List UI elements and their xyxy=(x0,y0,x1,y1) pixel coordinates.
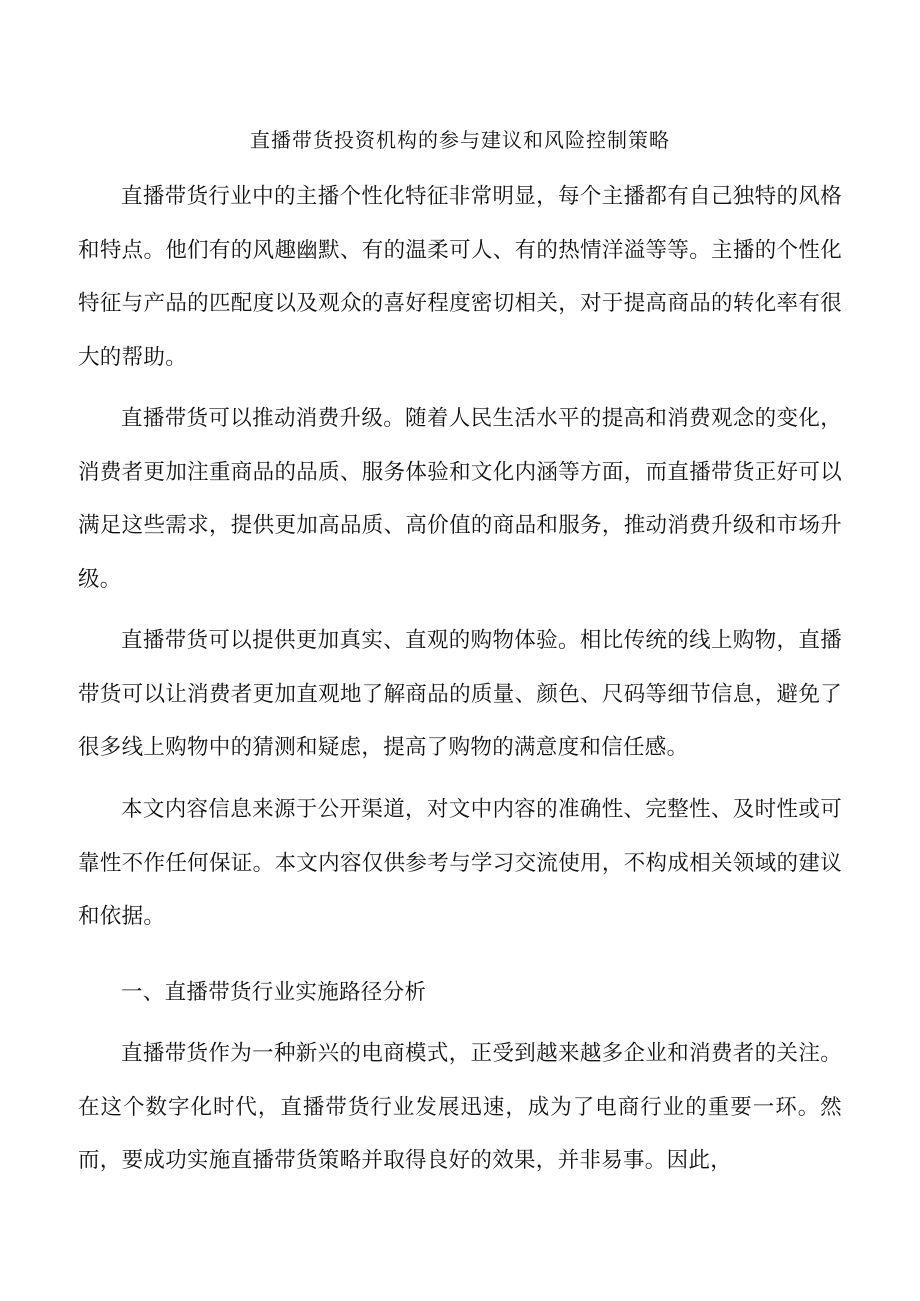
document-title: 直播带货投资机构的参与建议和风险控制策略 xyxy=(250,128,670,152)
section-heading: 一、直播带货行业实施路径分析 xyxy=(121,980,427,1005)
disclaimer-paragraph: 本文内容信息来源于公开渠道，对文中内容的准确性、完整性、及时性或可靠性不作任何保证。本文内容仅供参考与学习交流使用，不构成相关领域的建议和依据。 xyxy=(78,797,842,929)
section-paragraph: 直播带货作为一种新兴的电商模式，正受到越来越多企业和消费者的关注。在这个数字化时代，直播带货行业发展迅速，成为了电商行业的重要一环。然而，要成功实施直播带货策略并取得良好的效果，并非易事。因此， xyxy=(78,1041,842,1173)
body-paragraph-1: 直播带货行业中的主播个性化特征非常明显，每个主播都有自己独特的风格和特点。他们有的风趣幽默、有的温柔可人、有的热情洋溢等等。主播的个性化特征与产品的匹配度以及观众的喜好程度密切相关，对于提高商品的转化率有很大的帮助。 xyxy=(78,184,842,370)
body-paragraph-3: 直播带货可以提供更加真实、直观的购物体验。相比传统的线上购物，直播带货可以让消费者更加直观地了解商品的质量、颜色、尺码等细节信息，避免了很多线上购物中的猜测和疑虑，提高了购物的满意度和信任感。 xyxy=(78,628,842,760)
body-paragraph-2: 直播带货可以推动消费升级。随着人民生活水平的提高和消费观念的变化，消费者更加注重商品的品质、服务体验和文化内涵等方面，而直播带货正好可以满足这些需求，提供更加高品质、高价值的商品和服务，推动消费升级和市场升级。 xyxy=(78,406,842,592)
